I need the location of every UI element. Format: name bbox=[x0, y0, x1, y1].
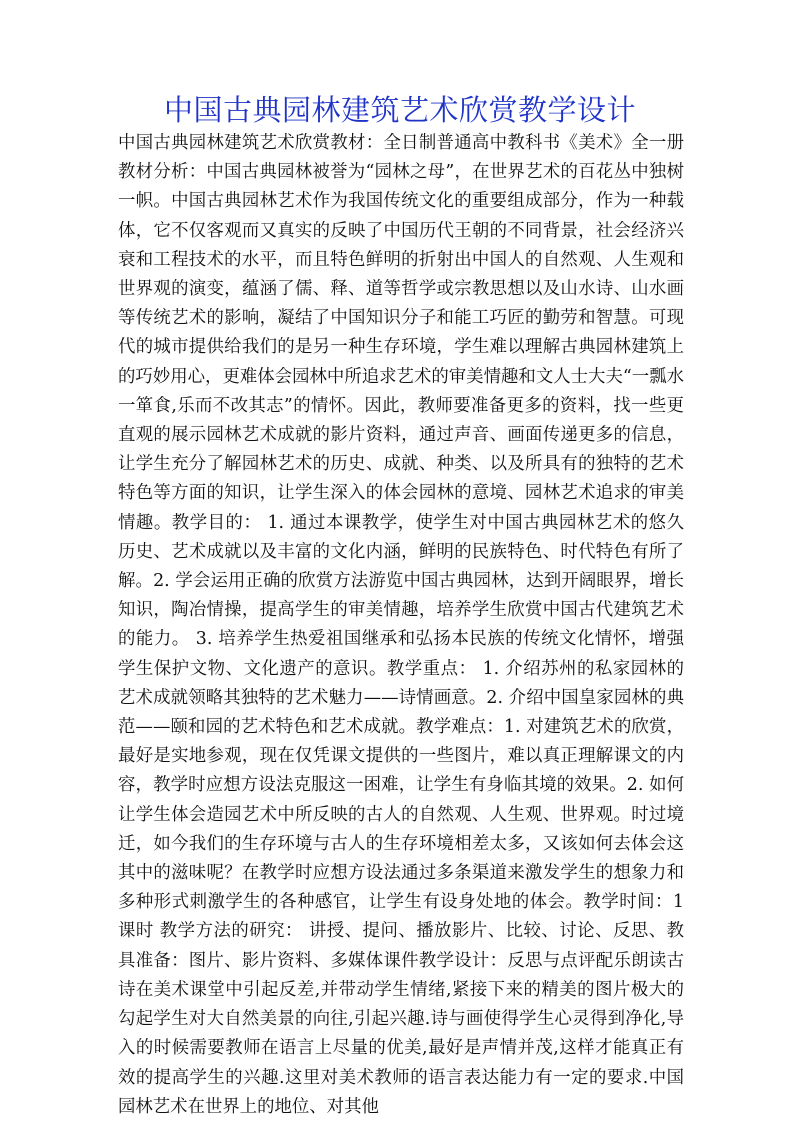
document-title: 中国古典园林建筑艺术欣赏教学设计 bbox=[163, 93, 636, 127]
document-body-text: 中国古典园林建筑艺术欣赏教材：全日制普通高中教科书《美术》全一册教材分析：中国古典园林被誉为“园林之母”，在世界艺术的百花丛中独树一帜。中国古典园林艺术作为我国传统文化的重要组成部分，作为一种载体，它不仅客观而又真实的反映了中国历代王朝的不同背景，社会经济兴衰和工程技术的水平，而且特色鲜明的折射出中国人的自然观、人生观和世界观的演变，蕴涵了儒、释、道等哲学或宗教思想以及山水诗、山水画等传统艺术的影响，凝结了中国知识分子和能工巧匠的勤劳和智慧。可现代的城市提供给我们的是另一种生存环境，学生难以理解古典园林建筑上的巧妙用心，更难体会园林中所追求艺术的审美情趣和文人士大夫“一瓢水一箪食,乐而不改其志”的情怀。因此，教师要准备更多的资料，找一些更直观的展示园林艺术成就的影片资料，通过声音、画面传递更多的信息，让学生充分了解园林艺术的历史、成就、种类、以及所具有的独特的艺术特色等方面的知识，让学生深入的体会园林的意境、园林艺术追求的审美情趣。教学目的： 1. 通过本课教学，使学生对中国古典园林艺术的悠久历史、艺术成就以及丰富的文化内涵，鲜明的民族特色、时代特色有所了解。2. 学会运用正确的欣赏方法游览中国古典园林，达到开阔眼界，增长知识，陶冶情操，提高学生的审美情趣，培养学生欣赏中国古代建筑艺术的能力。 3. 培养学生热爱祖国继承和弘扬本民族的传统文化情怀，增强学生保护文物、文化遗产的意识。教学重点： 1. 介绍苏州的私家园林的艺术成就领略其独特的艺术魅力——诗情画意。2. 介绍中国皇家园林的典范——颐和园的艺术特色和艺术成就。教学难点：1. 对建筑艺术的欣赏，最好是实地参观，现在仅凭课文提供的一些图片，难以真正理解课文的内容，教学时应想方设法克服这一困难，让学生有身临其境的效果。2. 如何让学生体会造园艺术中所反映的古人的自然观、人生观、世界观。时过境迁，如今我们的生存环境与古人的生存环境相差太多，又该如何去体会这其中的滋味呢？在教学时应想方设法通过多条渠道来激发学生的想象力和多种形式刺激学生的各种感官，让学生有设身处地的体会。教学时间：1课时 教学方法的研究： 讲授、提问、播放影片、比较、讨论、反思、教具准备：图片、影片资料、多媒体课件教学设计：反思与点评配乐朗读古诗在美术课堂中引起反差,并带动学生情绪,紧接下来的精美的图片极大的勾起学生对大自然美景的向往,引起兴趣.诗与画使得学生心灵得到净化,导入的时候需要教师在语言上尽量的优美,最好是声情并茂,这样才能真正有效的提高学生的兴趣.这里对美术教师的语言表达能力有一定的要求.中国园林艺术在世界上的地位、对其他 bbox=[118, 133, 684, 1117]
